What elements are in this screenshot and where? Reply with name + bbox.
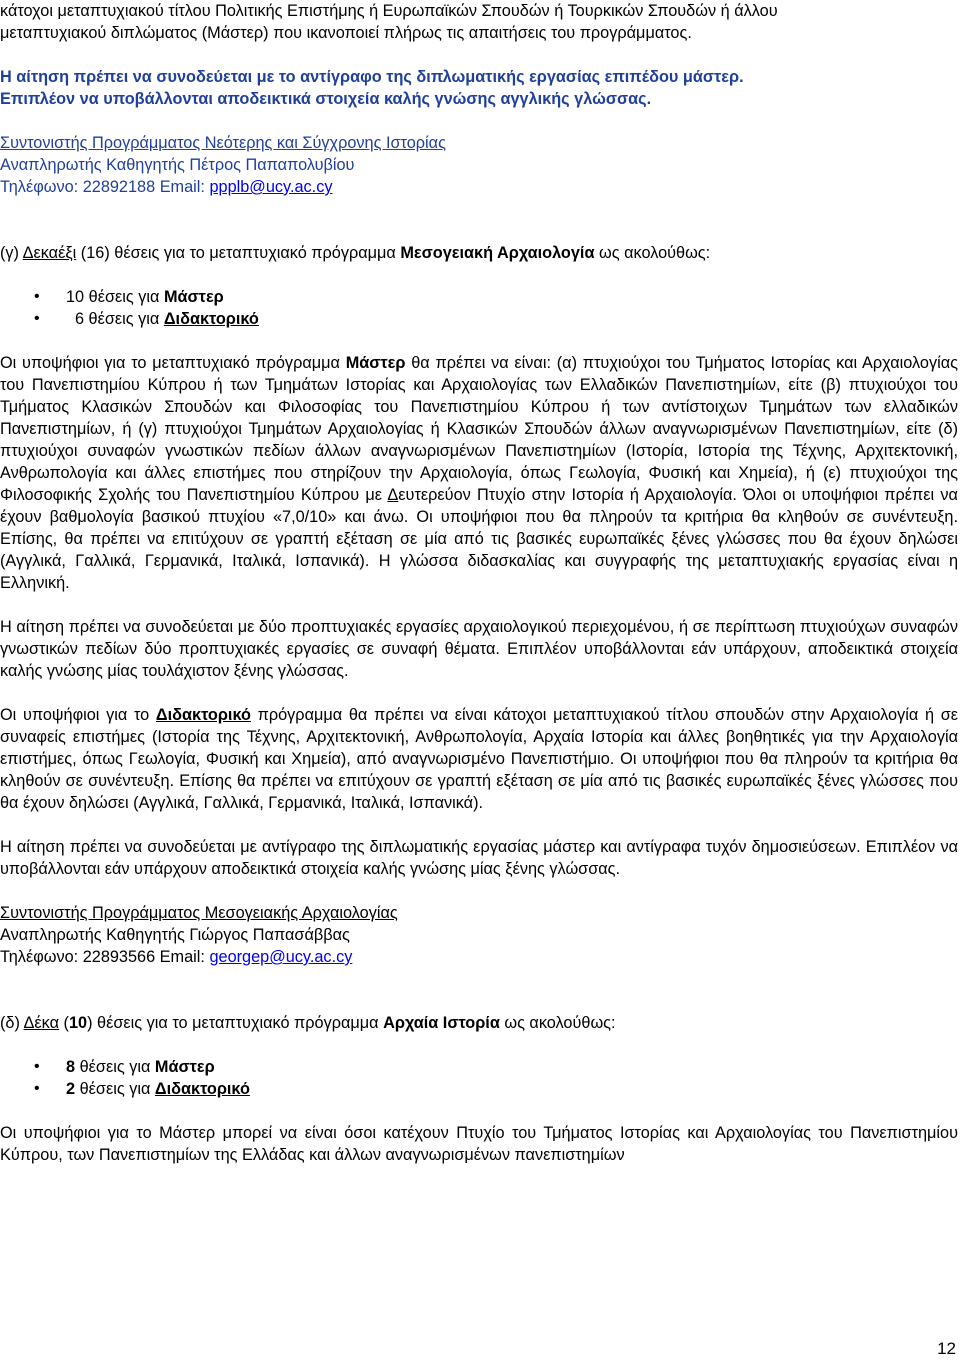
section-d-seat-list [0,1056,958,1100]
section-d-program: Αρχαία Ιστορία [383,1014,500,1032]
intro-line-1: κάτοχοι μεταπτυχιακού τίτλου Πολιτικής Επιστήμης ή Ευρωπαϊκών Σπουδών ή Τουρκικών Σπουδών ή άλλου [0,2,778,20]
section-d-heading: (δ) Δέκα (10) θέσεις για το μεταπτυχιακό πρόγραμμα Αρχαία Ιστορία ως ακολούθως: [0,1014,616,1032]
coordinator-med-contact [0,946,958,968]
section-d-count-word: Δέκα [23,1014,60,1032]
section-g-seat-list [0,286,958,330]
intro-line-2: μεταπτυχιακού διπλώματος (Μάστερ) που ικανοποιεί πλήρως τις απαιτήσεις του προγράμματος. [0,24,692,42]
coordinator-modern-title: Συντονιστής Προγράμματος Νεότερης και Σύγχρονης Ιστορίας [0,134,446,152]
section-g-phd-application: Η αίτηση πρέπει να συνοδεύεται με αντίγραφο της διπλωματικής εργασίας μάστερ και αντίγραφα τυχόν δημοσιεύσεων. Επιπλέον να υποβάλλονται εάν υπάρχουν αποδεικτικά στοιχεία καλής γνώσης μίας ξένης γλώσσας. [0,838,958,878]
email-label: Email: [159,178,205,196]
coordinator-modern-contact [0,176,958,198]
section-g-master-application: Η αίτηση πρέπει να συνοδεύεται με δύο προπτυχιακές εργασίες αρχαιολογικού περιεχομένου, ή σε περίπτωση πτυχιούχων συναφών γνωστικών πεδίων δύο προπτυχιακές εργασίες σε συναφή θέματα. Επιπλέον υποβάλλονται εάν υπάρχουν, αποδεικτικά στοιχεία καλής γνώσης μίας τουλάχιστον ξένης γλώσσας. [0,618,958,680]
section-g-heading: (γ) Δεκαέξι (16) θέσεις για το μεταπτυχιακό πρόγραμμα Μεσογειακή Αρχαιολογία ως ακολούθως: [0,244,711,262]
section-g-count-word: Δεκαέξι [22,244,77,262]
coordinator-med-email-link[interactable]: georgep@ucy.ac.cy [209,948,353,966]
section-g-phd-requirements: Οι υποψήφιοι για το Διδακτορικό πρόγραμμα θα πρέπει να είναι κάτοχοι μεταπτυχιακού τίτλου σπουδών στην Αρχαιολογία ή σε συναφείς επιστήμες (Ιστορία της Τέχνης, Αρχιτεκτονική, Ανθρωπολογία, Αρχαία Ιστορία και άλλες βοηθητικές για την Αρχαιολογία επιστήμες, όπως Γεωλογία, Φυσική και Χημεία), από αναγνωρισμένο Πανεπιστήμιο. Οι υποψήφιοι που θα πληρούν τα κριτήρια θα κληθούν σε συνέντευξη. Επίσης θα πρέπει να επιτύχουν σε γραπτή εξέταση σε μία από τις βασικές ευρωπαϊκές ξένες γλώσσες που θα έχουν δηλώσει (Αγγλικά, Γαλλικά, Γερμανικά, Ιταλικά, Ισπανικά). [0,706,958,812]
list-item: • 2 θέσεις για Διδακτορικό [0,1078,958,1100]
phone-text: Τηλέφωνο: 22893566 Email: [0,948,205,966]
list-item: • 6 θέσεις για Διδακτορικό [0,308,958,330]
page-number: 12 [937,1339,956,1358]
section-g-master-requirements: Οι υποψήφιοι για το μεταπτυχιακό πρόγραμμα Μάστερ θα πρέπει να είναι: (α) πτυχιούχοι του Τμήματος Ιστορίας και Αρχαιολογίας του Πανεπιστημίου Κύπρου ή των Τμημάτων Ιστορίας και Αρχαιολογίας των Ελλαδικών Πανεπιστημίων, είτε (β) πτυχιούχοι του Τμήματος Κλασικών Σπουδών και Φιλοσοφίας του Πανεπιστημίου Κύπρου ή των αντίστοιχων Τμημάτων των ελλαδικών Πανεπιστημίων, ή (γ) πτυχιούχοι Τμημάτων Αρχαιολογίας ή Κλασικών Σπουδών άλλων αναγνωρισμένων Πανεπιστημίων, είτε (δ) πτυχιούχοι συναφών γνωστικών πεδίων άλλων αναγνωρισμένων Πανεπιστημίων (Ιστορία, Ιστορία της Τέχνης, Αρχιτεκτονική, Ανθρωπολογία και άλλες επιστήμες που στηρίζουν την Αρχαιολογία, όπως Γεωλογία, Φυσική και Χημεία), ή (ε) πτυχιούχοι της Φιλοσοφικής Σχολής του Πανεπιστημίου Κύπρου με Δευτερεύον Πτυχίο στην Ιστορία ή Αρχαιολογία. Όλοι οι υποψήφιοι πρέπει να έχουν βαθμολογία βασικού πτυχίου «7,0/10» και άνω. Οι υποψήφιοι που θα πληρούν τα κριτήρια θα κληθούν σε συνέντευξη. Επίσης, θα πρέπει να επιτύχουν σε γραπτή εξέταση σε μία από τις βασικές ευρωπαϊκές ξένες γλώσσες που θα έχουν δηλώσει (Αγγλικά, Γαλλικά, Γερμανικά, Ιταλικά, Ισπανικά). Η γλώσσα διδασκαλίας και συγγραφής της μεταπτυχιακής εργασίας είναι η Ελληνική. [0,354,958,592]
blue-note-line-1: Η αίτηση πρέπει να συνοδεύεται με το αντίγραφο της διπλωματικής εργασίας επιπέδου μάστερ. [0,68,744,86]
coordinator-med-name: Αναπληρωτής Καθηγητής Γιώργος Παπασάββας [0,926,350,944]
coordinator-modern-email-link[interactable]: ppplb@ucy.ac.cy [209,178,333,196]
coordinator-med-title: Συντονιστής Προγράμματος Μεσογειακής Αρχαιολογίας [0,904,398,922]
coordinator-modern-name: Αναπληρωτής Καθηγητής Πέτρος Παπαπολυβίου [0,156,355,174]
section-d-requirements: Οι υποψήφιοι για το Μάστερ μπορεί να είναι όσοι κατέχουν Πτυχίο του Τμήματος Ιστορίας και Αρχαιολογίας του Πανεπιστημίου Κύπρου, των Πανεπιστημίων της Ελλάδας και άλλων αναγνωρισμένων πανεπιστημίων [0,1124,958,1164]
phone-text: Τηλέφωνο: 22892188 [0,178,156,196]
list-item: • 10 θέσεις για Μάστερ [0,286,958,308]
blue-note-line-2: Επιπλέον να υποβάλλονται αποδεικτικά στοιχεία καλής γνώσης αγγλικής γλώσσας. [0,90,652,108]
list-item: • 8 θέσεις για Μάστερ [0,1056,958,1078]
section-g-program: Μεσογειακή Αρχαιολογία [400,244,595,262]
